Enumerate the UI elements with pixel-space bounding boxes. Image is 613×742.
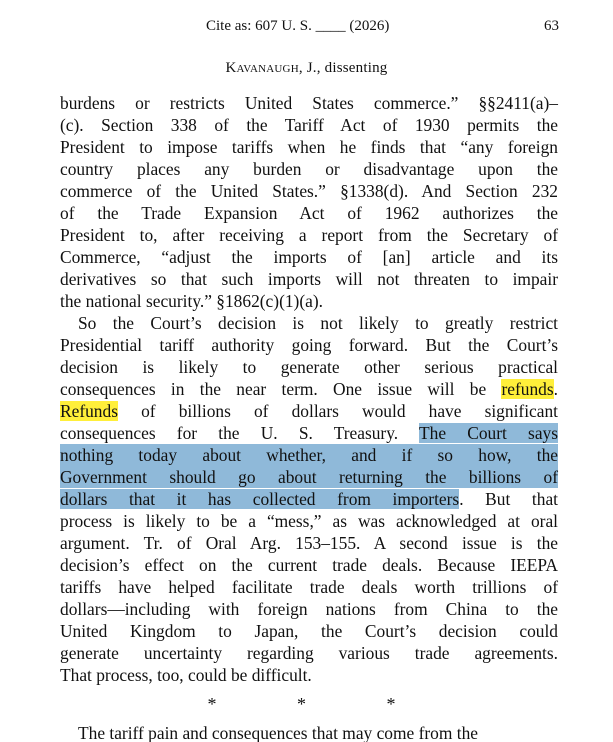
opinion-author-line (0, 60, 613, 77)
text-line: of the Trade Expansion Act of 1962 authorizes the (60, 203, 558, 223)
opinion-body (60, 92, 558, 686)
text-line: Presidential tariff authority going forward. But the Court’s (60, 335, 558, 355)
text-segment: consequences in the near term. One issue will be (60, 379, 502, 399)
citation: Cite as: 607 U. S. ____ (2026) (206, 18, 390, 34)
text-line: President to, after receiving a report from the Secretary of (60, 225, 558, 245)
text-line: decision is likely to generate other serious practical (60, 357, 558, 377)
text-line: country places any burden or disadvantage upon the (60, 159, 558, 179)
text-line: argument. Tr. of Oral Arg. 153–155. A second issue is the (60, 533, 558, 553)
text-line: President to impose tariffs when he finds that “any foreign (60, 137, 558, 157)
section-break: * * * (207, 694, 434, 714)
blue-highlight-line[interactable]: Government should go about returning the billions of (60, 467, 558, 487)
text-line: commerce of the United States.” §1338(d). And Section 232 (60, 181, 558, 201)
yellow-highlight[interactable]: Refunds (60, 401, 118, 421)
text-line: generate uncertainty regarding various trade agreements. (60, 643, 558, 663)
text-line: the national security.” §1862(c)(1)(a). (60, 291, 323, 311)
text-segment: consequences for the U. S. Treasury. (60, 423, 420, 443)
text-segment: of billions of dollars would have significant (117, 401, 558, 421)
text-line: decision’s effect on the current trade deals. Because IEEPA (60, 555, 558, 575)
text-line: process is likely to be a “mess,” as was acknowledged at oral (60, 511, 558, 531)
text-line: derivatives so that such imports will not threaten to impair (60, 269, 558, 289)
text-segment: . (553, 379, 558, 399)
blue-highlight[interactable]: The Court says (419, 423, 559, 443)
text-line: That process, too, could be difficult. (60, 665, 312, 685)
text-line: (c). Section 338 of the Tariff Act of 1930 permits the (60, 115, 558, 135)
text-line: tariffs have helped facilitate trade deals worth trillions of (60, 577, 558, 597)
text-line: United Kingdom to Japan, the Court’s decision could (60, 621, 558, 641)
page-number: 63 (544, 18, 559, 34)
opinion-type: , J., dissenting (298, 60, 388, 76)
running-header (0, 18, 613, 42)
text-line (60, 378, 558, 400)
yellow-highlight[interactable]: refunds (501, 379, 554, 399)
justice-name: Kavanaugh (225, 60, 299, 76)
text-line: burdens or restricts United States commerce.” §§2411(a)– (60, 93, 558, 113)
text-line: Commerce, “adjust the imports of [an] article and its (60, 247, 558, 267)
text-line: dollars—including with foreign nations from China to the (60, 599, 558, 619)
text-line (60, 400, 558, 422)
cut-off-text-line: The tariff pain and consequences that may come from the (78, 723, 478, 742)
text-line (60, 488, 558, 510)
text-line: So the Court’s decision is not likely to greatly restrict (78, 313, 558, 333)
blue-highlight-line[interactable]: nothing today about whether, and if so how, the (60, 445, 558, 465)
text-line (60, 422, 558, 444)
text-segment: . But that (459, 489, 558, 509)
blue-highlight[interactable]: dollars that it has collected from importers (60, 489, 460, 509)
